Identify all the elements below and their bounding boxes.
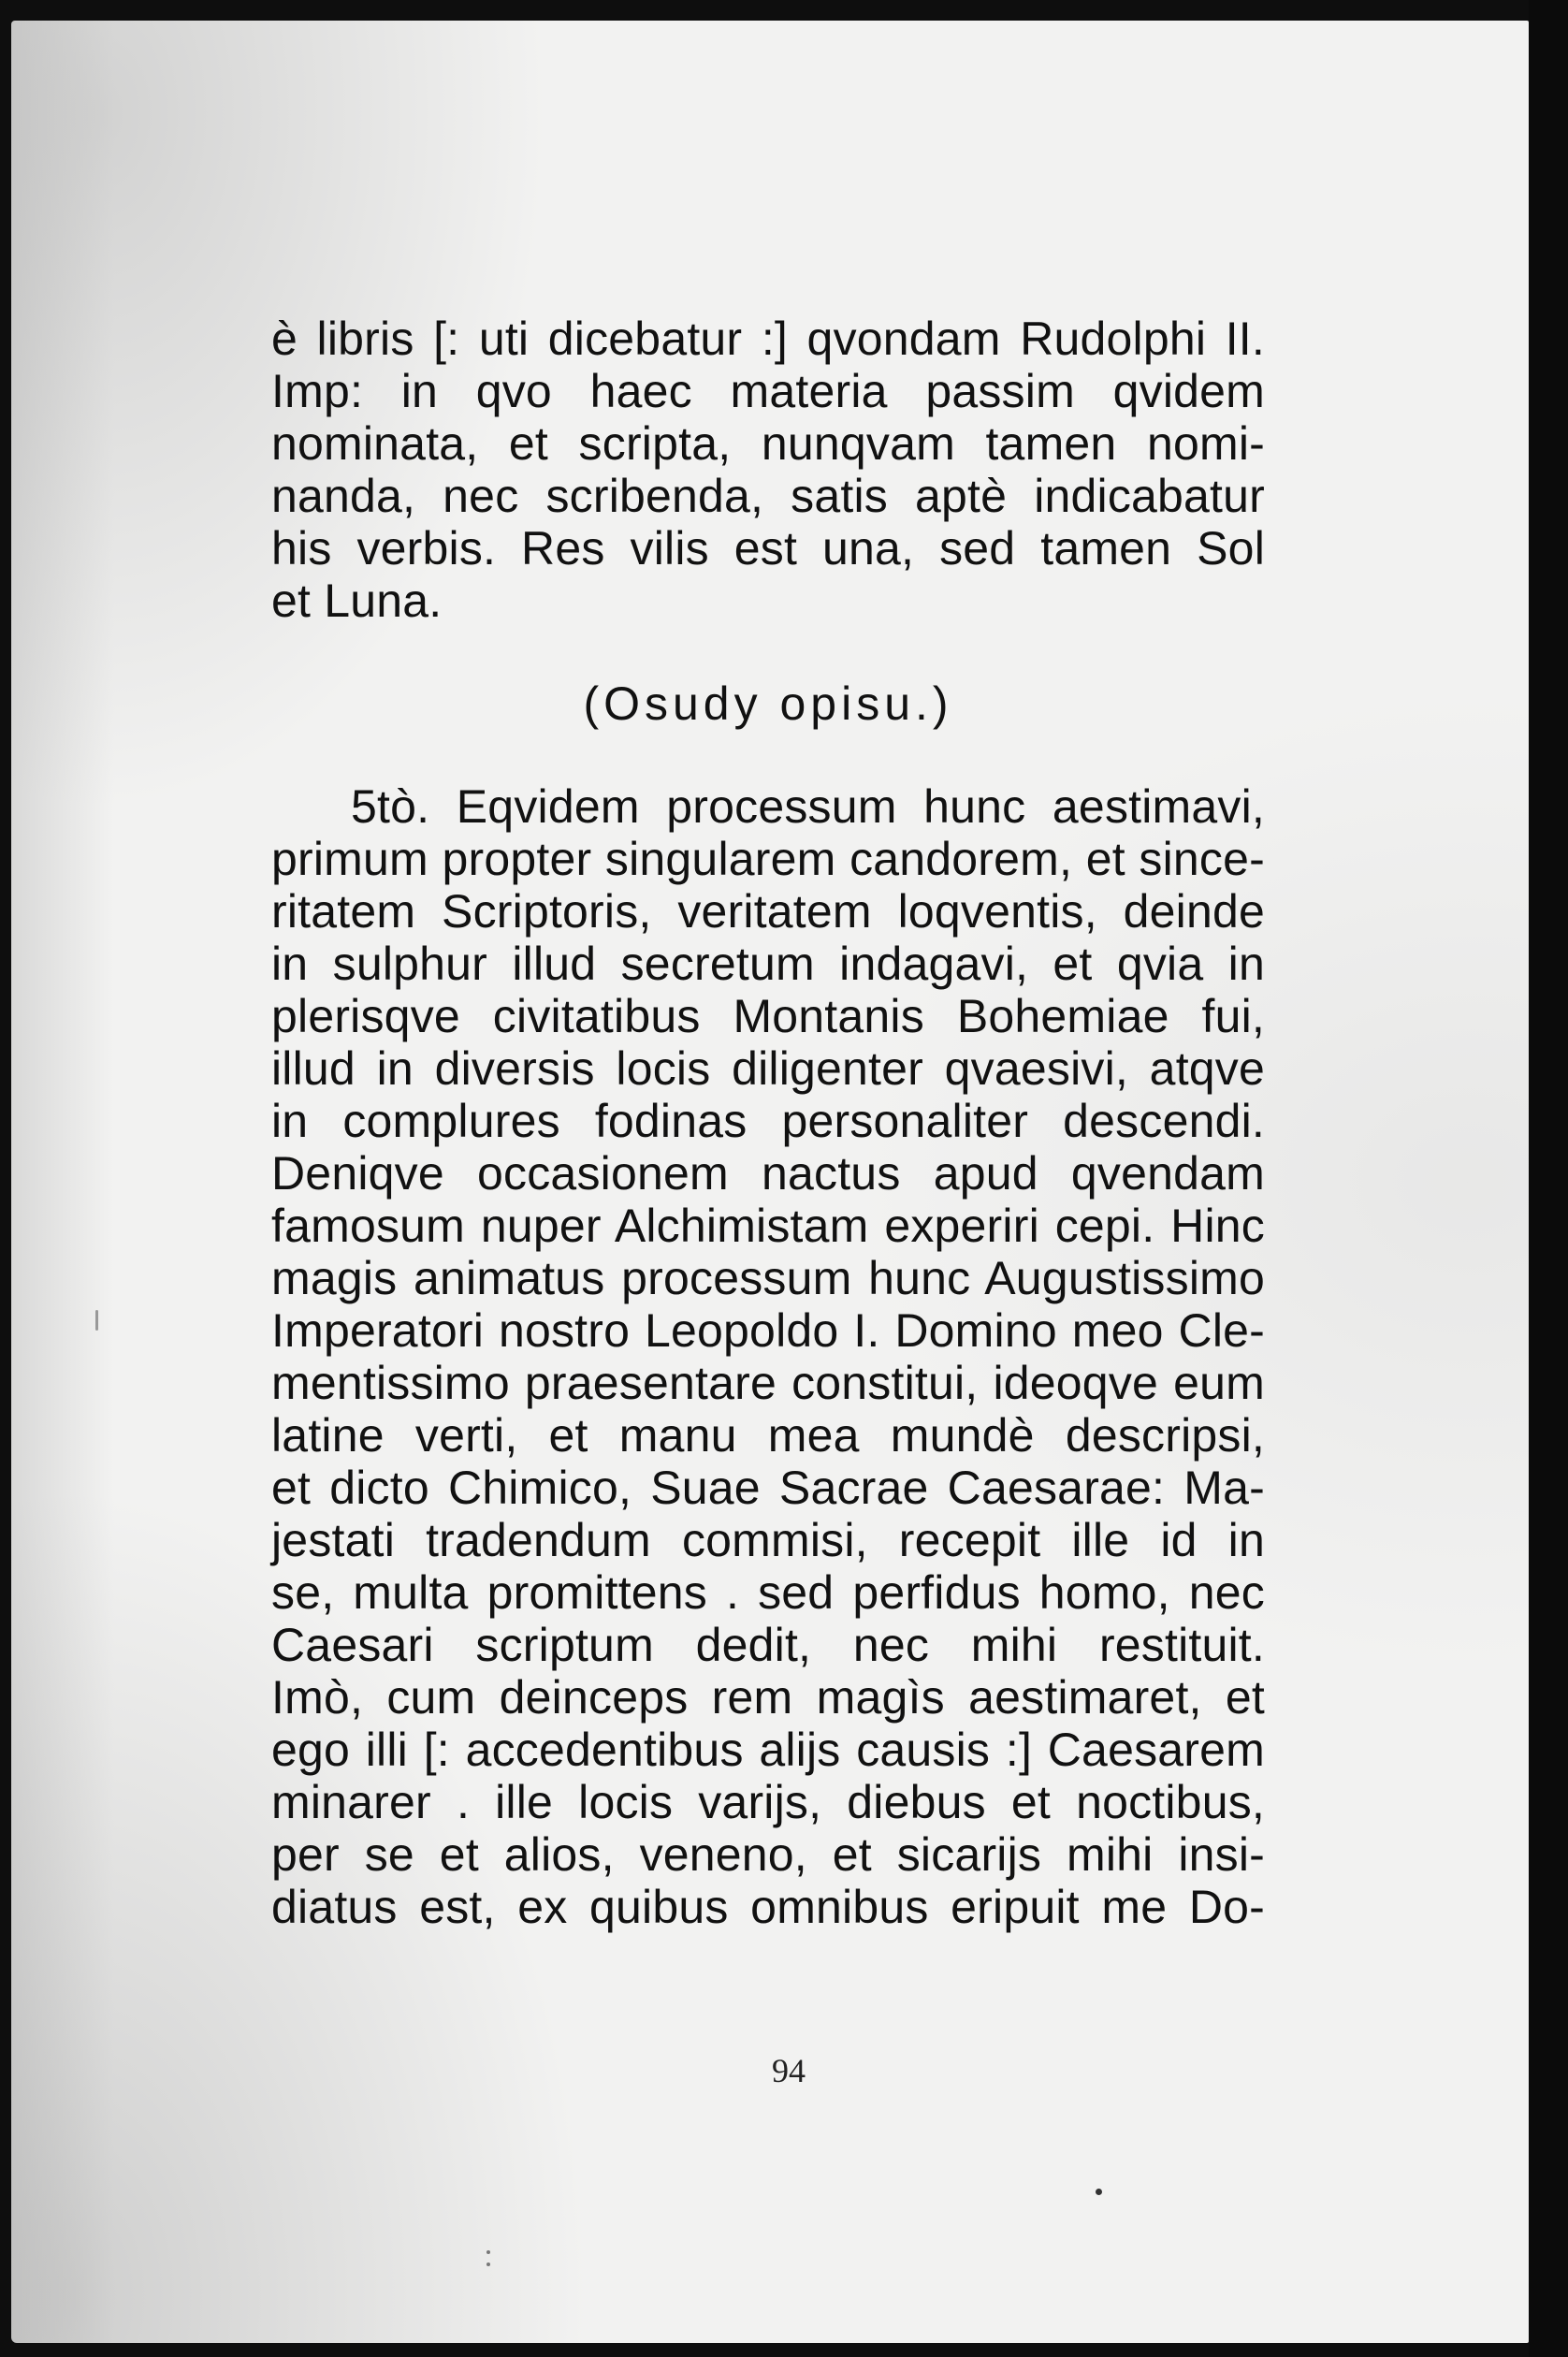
text-line: et dicto Chimico, Suae Sacrae Caesarae: Ma- [271,1462,1265,1514]
section-heading: (Osudy opisu.) [583,677,953,730]
text-line: primum propter singularem candorem, et since- [271,833,1265,885]
text-line: per se et alios, veneno, et sicarijs mihi insi- [271,1828,1265,1881]
text-line: 5tò. Eqvidem processum hunc aestimavi, [351,780,1265,833]
text-line: in sulphur illud secretum indagavi, et qvia in [271,938,1265,990]
text-line: ego illi [: accedentibus alijs causis :] Caesarem [271,1724,1265,1776]
text-line: Deniqve occasionem nactus apud qvendam [271,1147,1265,1200]
text-line: in complures fodinas personaliter descendi. [271,1095,1265,1147]
text-line: magis animatus processum hunc Augustissimo [271,1252,1265,1304]
text-line: jestati tradendum commisi, recepit ille id in [271,1514,1265,1566]
paper-speck [486,2262,490,2266]
text-line: Imperatori nostro Leopoldo I. Domino meo Cle- [271,1304,1265,1357]
text-line: diatus est, ex quibus omnibus eripuit me Do- [271,1881,1265,1933]
text-line: nominata, et scripta, nunqvam tamen nomi- [271,417,1265,470]
text-line: famosum nuper Alchimistam experiri cepi. Hinc [271,1200,1265,1252]
text-line: se, multa promittens . sed perfidus homo, nec [271,1566,1265,1619]
text-line: ritatem Scriptoris, veritatem loqventis, deinde [271,885,1265,938]
paper-speck [486,2250,490,2254]
text-line: Caesari scriptum dedit, nec mihi restituit. [271,1619,1265,1671]
paper-speck [95,1310,98,1331]
text-line: Imò, cum deinceps rem magìs aestimaret, et [271,1671,1265,1724]
paragraph-5 [271,780,1265,1933]
paper-speck [1096,2189,1102,2195]
text-line: et Luna. [271,575,443,627]
paragraph-continuation [271,313,1265,627]
text-line: è libris [: uti dicebatur :] qvondam Rudolphi II. [271,313,1265,365]
text-line: latine verti, et manu mea mundè descripsi, [271,1409,1265,1462]
text-line: illud in diversis locis diligenter qvaesivi, atqve [271,1042,1265,1095]
page-binding-edge [1529,0,1568,2357]
text-line: minarer . ille locis varijs, diebus et noctibus, [271,1776,1265,1828]
page-number: 94 [772,2052,806,2089]
text-line: mentissimo praesentare constitui, ideoqve eum [271,1357,1265,1409]
text-line: Imp: in qvo haec materia passim qvidem [271,365,1265,417]
text-line: nanda, nec scribenda, satis aptè indicabatur [271,470,1265,522]
text-line: plerisqve civitatibus Montanis Bohemiae fui, [271,990,1265,1042]
text-line: his verbis. Res vilis est una, sed tamen Sol [271,522,1265,575]
